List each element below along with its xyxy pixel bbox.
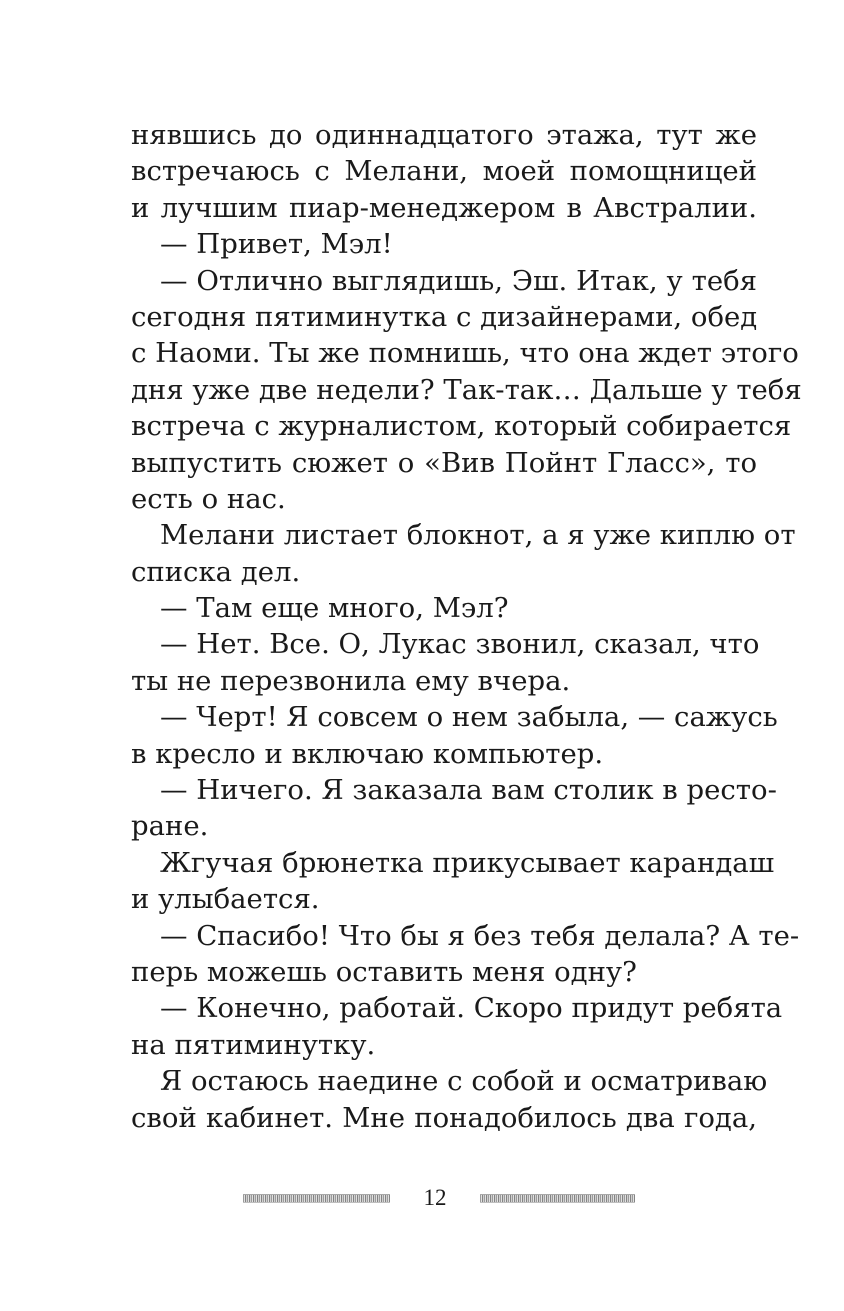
text-line: Жгучая брюнетка прикусывает карандаш [160, 846, 775, 879]
text-line: Я остаюсь наедине с собой и осматриваю [160, 1065, 768, 1098]
text-line: с Наоми. Ты же помнишь, что она ждет этого [131, 337, 799, 370]
text-line: встреча с журналистом, который собирается [131, 410, 792, 443]
text-line: нявшись до одиннадцатого этажа, тут же [131, 119, 757, 151]
page-body-text [131, 117, 802, 1136]
text-line: и улыбается. [131, 883, 320, 916]
text-line: сегодня пятиминутка с дизайнерами, обед [131, 300, 758, 333]
text-line: ране. [131, 810, 209, 843]
text-line: перь можешь оставить меня одну? [131, 955, 637, 988]
text-line: встречаюсь с Мелани, моей помощницей [131, 155, 757, 188]
page-footer [0, 1183, 844, 1213]
text-line: есть о нас. [131, 482, 286, 515]
text-line: свой кабинет. Мне понадобилось два года, [131, 1101, 757, 1134]
text-line: — Конечно, работай. Скоро придут ребята [160, 992, 783, 1025]
text-line: дня уже две недели? Так-так… Дальше у тебя [131, 373, 802, 406]
text-line: и лучшим пиар-менеджером в Австралии. [131, 191, 757, 224]
text-line: — Нет. Все. О, Лукас звонил, сказал, что [160, 628, 760, 661]
text-line: списка дел. [131, 555, 301, 588]
text-line: в кресло и включаю компьютер. [131, 737, 604, 770]
footer-ornament-right [480, 1194, 635, 1203]
text-line: — Черт! Я совсем о нем забыла, — сажусь [160, 701, 778, 734]
page-number: 12 [423, 1185, 447, 1210]
text-line: ты не перезвонила ему вчера. [131, 664, 571, 697]
text-line: — Привет, Мэл! [160, 228, 393, 261]
text-line: — Спасибо! Что бы я без тебя делала? А те- [160, 919, 800, 952]
text-line: выпустить сюжет о «Вив Пойнт Гласс», то [131, 446, 757, 479]
text-line: на пятиминутку. [131, 1028, 376, 1061]
text-line: Мелани листает блокнот, а я уже киплю от [160, 519, 796, 552]
text-line: — Отлично выглядишь, Эш. Итак, у тебя [160, 264, 757, 297]
text-line: — Там еще много, Мэл? [160, 592, 509, 625]
text-line: — Ничего. Я заказала вам столик в ресто- [160, 774, 777, 807]
footer-ornament-left [243, 1194, 390, 1203]
